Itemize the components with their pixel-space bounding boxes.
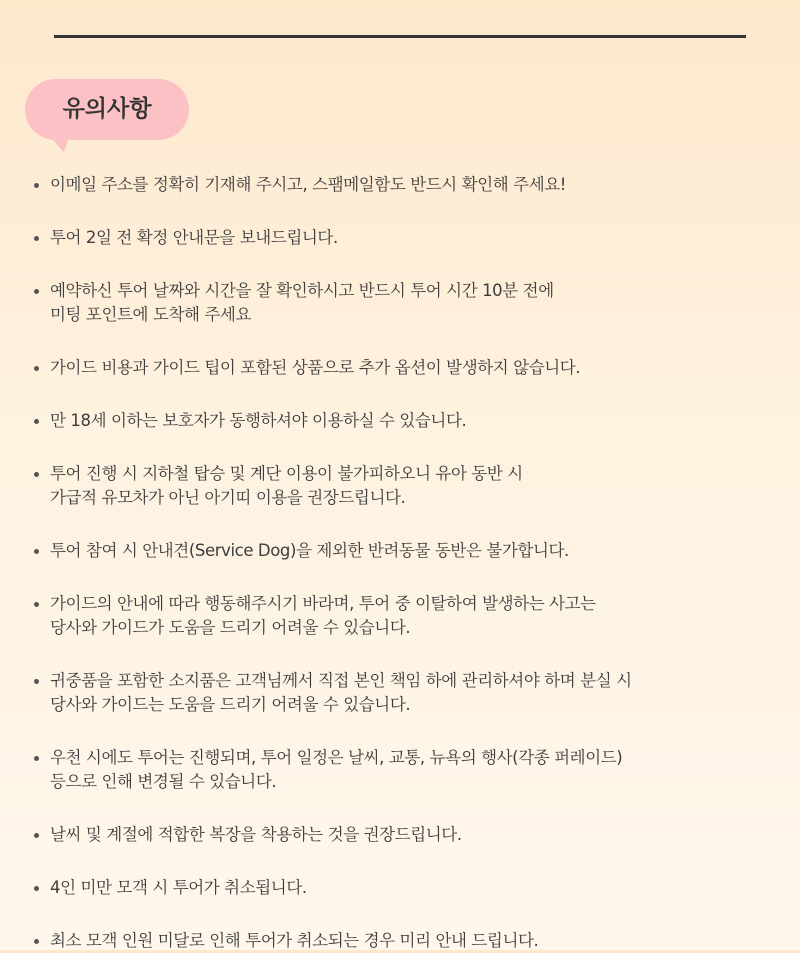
bullet-icon [34, 366, 39, 371]
bullet-icon [34, 679, 39, 684]
notice-text: 날씨 및 계절에 적합한 복장을 착용하는 것을 권장드립니다. [50, 825, 462, 844]
notice-text: 투어 2일 전 확정 안내문을 보내드립니다. [50, 228, 338, 247]
bullet-icon [34, 602, 39, 607]
section-title-badge [25, 79, 189, 140]
notice-item [34, 823, 774, 847]
top-divider [54, 35, 746, 38]
notice-text: 우천 시에도 투어는 진행되며, 투어 일정은 날씨, 교통, 뉴욕의 행사(각종 퍼레이드) 등으로 인해 변경될 수 있습니다. [50, 748, 623, 791]
bullet-icon [34, 549, 39, 554]
bullet-icon [34, 183, 39, 188]
notice-text: 투어 참여 시 안내견(Service Dog)을 제외한 반려동물 동반은 불가합니다. [50, 541, 569, 560]
notice-item [34, 356, 774, 380]
bullet-icon [34, 419, 39, 424]
notice-text: 가이드의 안내에 따라 행동해주시기 바라며, 투어 중 이탈하여 발생하는 사고는 당사와 가이드가 도움을 드리기 어려울 수 있습니다. [50, 594, 596, 637]
notice-text: 최소 모객 인원 미달로 인해 투어가 취소되는 경우 미리 안내 드립니다. [50, 931, 539, 950]
notice-item [34, 592, 774, 640]
notice-text: 4인 미만 모객 시 투어가 취소됩니다. [50, 878, 307, 897]
notice-item [34, 539, 774, 563]
bullet-icon [34, 833, 39, 838]
bullet-icon [34, 236, 39, 241]
notice-item [34, 409, 774, 433]
notice-item [34, 279, 774, 327]
notice-item [34, 226, 774, 250]
notice-text: 이메일 주소를 정확히 기재해 주시고, 스팸메일함도 반드시 확인해 주세요! [50, 175, 566, 194]
notice-text: 귀중품을 포함한 소지품은 고객님께서 직접 본인 책임 하에 관리하셔야 하며 분실 시 당사와 가이드는 도움을 드리기 어려울 수 있습니다. [50, 671, 632, 714]
notice-text: 투어 진행 시 지하철 탑승 및 계단 이용이 불가피하오니 유아 동반 시 가급적 유모차가 아닌 아기띠 이용을 권장드립니다. [50, 464, 523, 507]
notice-text: 가이드 비용과 가이드 팁이 포함된 상품으로 추가 옵션이 발생하지 않습니다. [50, 358, 581, 377]
notice-item [34, 746, 774, 794]
section-title: 유의사항 [62, 96, 152, 122]
notice-item [34, 462, 774, 510]
notice-text: 예약하신 투어 날짜와 시간을 잘 확인하시고 반드시 투어 시간 10분 전에 미팅 포인트에 도착해 주세요 [50, 281, 554, 324]
notice-item [34, 173, 774, 197]
notice-list [34, 173, 774, 953]
bullet-icon [34, 756, 39, 761]
notice-text: 만 18세 이하는 보호자가 동행하셔야 이용하실 수 있습니다. [50, 411, 467, 430]
notice-item [34, 929, 774, 953]
bullet-icon [34, 472, 39, 477]
notice-item [34, 669, 774, 717]
bullet-icon [34, 939, 39, 944]
bullet-icon [34, 886, 39, 891]
notice-item [34, 876, 774, 900]
bullet-icon [34, 289, 39, 294]
